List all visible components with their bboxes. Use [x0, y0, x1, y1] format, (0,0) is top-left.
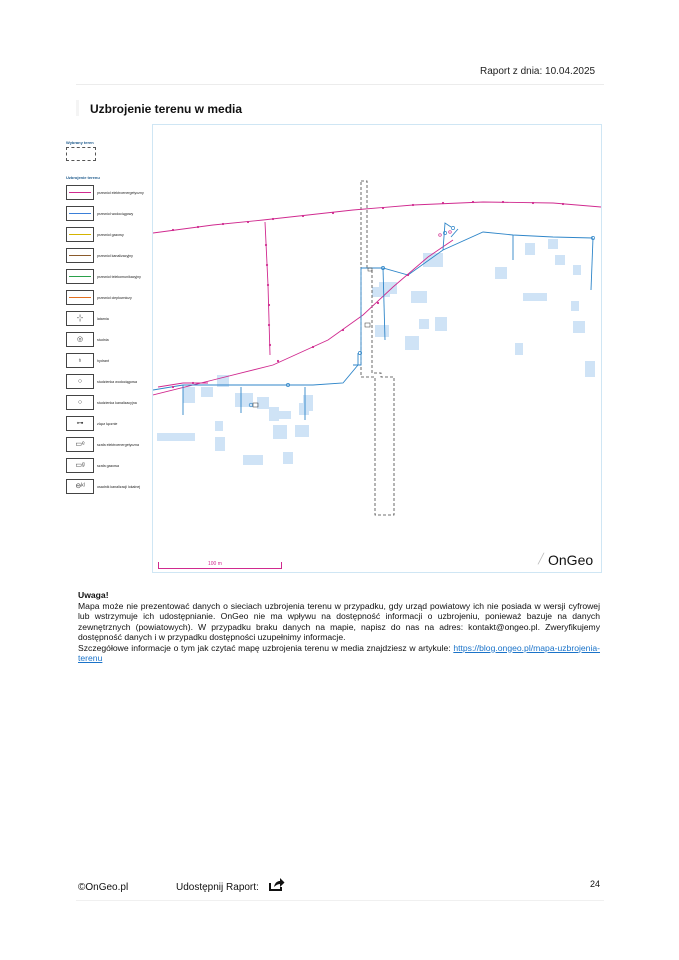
- legend-symbol-icon: ♁: [77, 357, 83, 364]
- legend-swatch: [66, 185, 94, 200]
- legend-symbol-icon: ⊖ᵏˡ: [75, 483, 85, 490]
- building: [571, 301, 579, 311]
- legend-swatch: [66, 227, 94, 242]
- map-canvas[interactable]: [153, 125, 601, 572]
- note-paragraph-1: Mapa może nie prezentować danych o sieciach uzbrojenia terenu w przypadku, gdy urząd powiatowy ich nie posiada w wersji cyfrowej lub wstrzymuje ich udostępnianie. OnGeo nie ma wpływu na dostępność informacji o uzbrojeniu, ponieważ bazuje na danych zewnętrznych (powiatowych). W przypadku braku danych na mapie, napisz do nas na adres: kontakt@ongeo.pl. Zweryfikujemy dostępność danych i w przypadku dostępności uzupełnimy informacje.: [78, 600, 600, 642]
- legend-swatch: [66, 353, 94, 368]
- building: [555, 255, 565, 265]
- building: [201, 387, 213, 397]
- building: [515, 343, 523, 355]
- building: [523, 293, 547, 301]
- legend-utilities-label: Uzbrojenie terenu: [66, 175, 100, 180]
- power-pole: [277, 360, 279, 362]
- building: [243, 455, 263, 465]
- map-markers-layer: [253, 268, 372, 407]
- power-pole: [172, 386, 174, 388]
- water-fittings-layer: [249, 226, 594, 406]
- legend-item: [66, 266, 150, 287]
- legend-item-label: hydrant: [97, 358, 109, 363]
- legend-swatch: [66, 248, 94, 263]
- article-link[interactable]: https://blog.ongeo.pl/mapa-uzbrojenia-terenu: [78, 642, 600, 663]
- section-title: Uzbrojenie terenu w media: [90, 102, 243, 116]
- share-report-label: Udostępnij Raport:: [176, 882, 259, 893]
- power-pole: [382, 207, 384, 209]
- building: [273, 425, 287, 439]
- report-date: Raport z dnia: 10.04.2025: [480, 66, 596, 77]
- legend-item-label: przewód wodociągowy: [97, 211, 134, 216]
- legend-item: [66, 434, 150, 455]
- power-pole: [312, 346, 314, 348]
- power-pole: [222, 223, 224, 225]
- legend-item: [66, 329, 150, 350]
- note-heading: Uwaga!: [78, 590, 109, 600]
- building: [495, 267, 507, 279]
- legend-item-label: przewód telekomunikacyjny: [97, 274, 141, 279]
- power-pole: [302, 215, 304, 217]
- legend-item: [66, 413, 150, 434]
- power-pole: [562, 203, 564, 205]
- power-poles-layer: [172, 201, 564, 388]
- power-pole: [412, 204, 414, 206]
- legend-swatch: [66, 479, 94, 494]
- power-pole: [267, 284, 269, 286]
- legend-swatch: [66, 374, 94, 389]
- building: [548, 239, 558, 249]
- power-pole: [377, 302, 379, 304]
- building: [215, 437, 225, 451]
- power-pole: [192, 382, 194, 384]
- building: [235, 393, 253, 407]
- power-pole: [265, 244, 267, 246]
- building: [257, 397, 269, 409]
- power-pole: [342, 329, 344, 331]
- power-pole: [266, 264, 268, 266]
- legend-symbol-icon: -¦-: [76, 315, 84, 322]
- building: [525, 243, 535, 255]
- legend-item-label: studnia: [97, 337, 109, 342]
- footer-copyright: ©OnGeo.pl: [78, 882, 129, 893]
- legend-swatch: [66, 311, 94, 326]
- utility-map[interactable]: [152, 124, 602, 573]
- power-pole: [502, 201, 504, 203]
- legend-items: [66, 182, 150, 497]
- legend-item-label: przewód kanalizacyjny: [97, 253, 133, 258]
- power-pole: [247, 221, 249, 223]
- legend-selected-area-label: Wybrany teren: [66, 140, 94, 145]
- brand-logo-icon: ╱: [538, 554, 545, 565]
- legend-item: [66, 182, 150, 203]
- building: [183, 387, 195, 403]
- legend-item: [66, 350, 150, 371]
- footer-divider: [76, 900, 604, 901]
- legend-item: [66, 392, 150, 413]
- power-pole: [172, 229, 174, 231]
- legend-swatch: [66, 416, 94, 431]
- power-pole: [268, 324, 270, 326]
- share-icon[interactable]: [268, 877, 285, 892]
- building: [299, 403, 309, 415]
- legend-item: [66, 455, 150, 476]
- title-accent: [76, 100, 79, 116]
- power-pole: [332, 212, 334, 214]
- building: [375, 325, 389, 337]
- legend-item-label: zlącz łącznie: [97, 421, 118, 426]
- building: [405, 336, 419, 350]
- building: [295, 425, 309, 437]
- page-number: 24: [590, 879, 601, 889]
- buildings-layer: [157, 239, 595, 465]
- legend-item-label: studzienka wodociągowa: [97, 379, 137, 384]
- legend-item: [66, 308, 150, 329]
- legend-item-label: studzienka kanalizacyjna: [97, 400, 137, 405]
- legend-symbol-icon: ○: [77, 378, 83, 385]
- building: [279, 411, 291, 419]
- legend-item: [66, 371, 150, 392]
- legend-swatch: [66, 290, 94, 305]
- legend-item-label: przewód gazowy: [97, 232, 124, 237]
- power-pole: [532, 202, 534, 204]
- legend-item: [66, 476, 150, 497]
- legend-item-label: latarnia: [97, 316, 109, 321]
- building: [419, 319, 429, 329]
- power-pole: [442, 202, 444, 204]
- legend-selected-area-swatch: [66, 147, 96, 161]
- power-pole: [269, 344, 271, 346]
- legend-item-label: przewód elektroenergetyczny: [97, 190, 144, 195]
- building: [283, 452, 293, 464]
- building: [215, 421, 223, 431]
- legend-item: [66, 287, 150, 308]
- legend-item-label: szafa elektroenergetyczna: [97, 442, 139, 447]
- legend-item-label: osadnik kanalizacji lokalnej: [97, 484, 141, 489]
- legend-item: [66, 245, 150, 266]
- legend-item: [66, 224, 150, 245]
- legend-item: [66, 203, 150, 224]
- note-block: [78, 590, 600, 664]
- legend-symbol-icon: ○: [77, 399, 83, 406]
- legend-symbol-icon: ◎: [76, 336, 84, 343]
- building: [573, 265, 581, 275]
- legend-symbol-icon: ▭ᵉ: [75, 441, 85, 448]
- legend-symbol-icon: ⊶: [76, 420, 84, 427]
- legend-swatch: [66, 332, 94, 347]
- building: [435, 317, 447, 331]
- note-paragraph-2: [78, 643, 600, 664]
- building: [269, 407, 279, 421]
- building: [157, 433, 195, 441]
- power-pole: [272, 218, 274, 220]
- legend-swatch: [66, 437, 94, 452]
- power-pole: [472, 201, 474, 203]
- map-legend: [66, 140, 150, 497]
- legend-symbol-icon: ▭ᵍ: [75, 462, 85, 469]
- building: [423, 253, 443, 267]
- legend-item-label: szafa gazowa: [97, 463, 119, 468]
- building: [411, 291, 427, 303]
- header-divider: [76, 84, 604, 85]
- legend-swatch: [66, 395, 94, 410]
- selected-parcel-boundary: [361, 181, 394, 515]
- building: [573, 321, 585, 333]
- building: [585, 361, 595, 377]
- legend-swatch: [66, 458, 94, 473]
- power-pole: [268, 304, 270, 306]
- legend-swatch: [66, 269, 94, 284]
- legend-swatch: [66, 206, 94, 221]
- note-paragraph-2-text: Szczegółowe informacje o tym jak czytać mapę uzbrojenia terenu w media znajdziesz w artykule:: [78, 642, 454, 653]
- scale-label: 100 m: [208, 561, 222, 567]
- legend-item-label: przewód ciepłowniczy: [97, 295, 132, 300]
- power-pole: [197, 226, 199, 228]
- power-pole: [407, 274, 409, 276]
- map-brand: OnGeo: [548, 552, 594, 568]
